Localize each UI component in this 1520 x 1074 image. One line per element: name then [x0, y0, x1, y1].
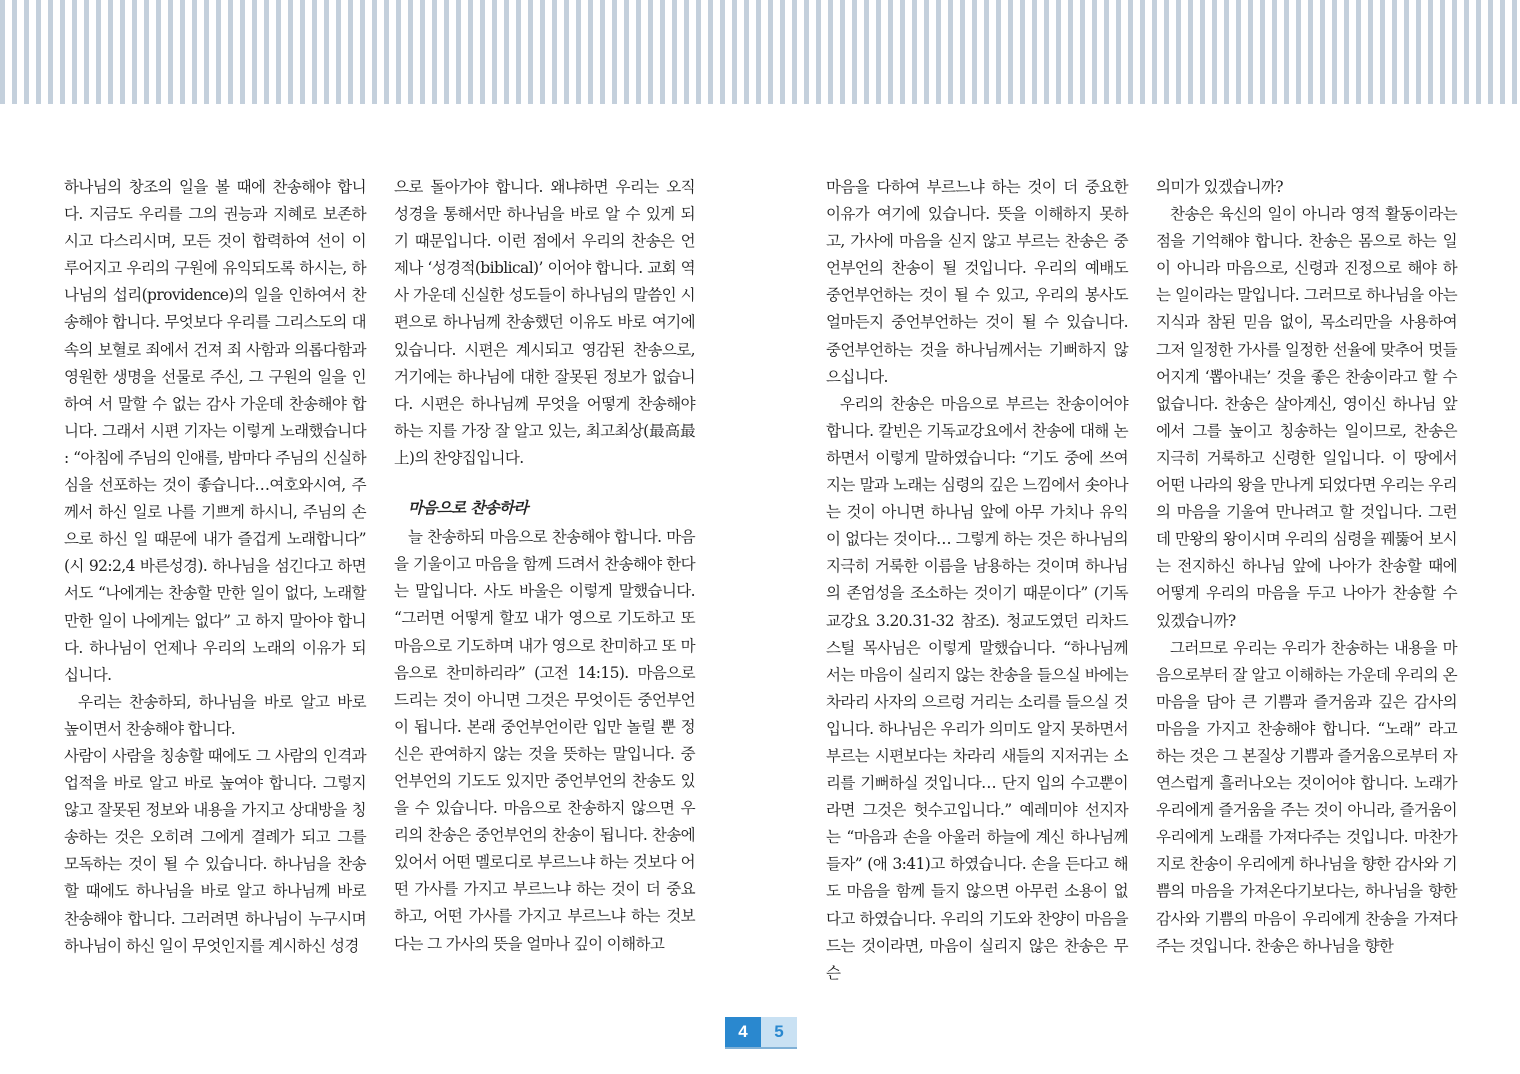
page-number-badge	[725, 1017, 797, 1049]
paragraph: 하나님의 창조의 일을 볼 때에 찬송해야 합니다. 지금도 우리를 그의 권능과 지혜로 보존하시고 다스리시며, 모든 것이 합력하여 선이 이루어지고 우리의 구원에 유익되도록 하시는, 하나님의 섭리(providence)의 일을 인하여서 찬송해야 합니다. 무엇보다 우리를 그리스도의 대속의 보혈로 죄에서 건져 죄 사함과 의롭다함과 영원한 생명을 선물로 주신, 그 구원의 일을 인하여 서 말할 수 없는 감사 가운데 찬송해야 합니다. 그래서 시편 기자는 이렇게 노래했습니다 : “아침에 주님의 인애를, 밤마다 주님의 신실하심을 선포하는 것이 좋습니다…여호와시여, 주께서 하신 일로 나를 기쁘게 하시니, 주님의 손으로 하신 일 때문에 내가 즐겁게 노래합니다” (시 92:2,4 바른성경). 하나님을 섬긴다고 하면서도 “나에게는 찬송할 만한 일이 없다, 노래할 만한 일이 나에게는 없다” 고 하지 말아야 합니다. 하나님이 언제나 우리의 노래의 이유가 되십니다.	[64, 178, 366, 684]
text-column-4	[1156, 174, 1457, 960]
section-heading: 마음으로 찬송하라	[408, 498, 528, 518]
paragraph: 마음을 다하여 부르느냐 하는 것이 더 중요한 이유가 여기에 있습니다. 뜻을 이해하지 못하고, 가사에 마음을 싣지 않고 부르는 찬송은 중언부언의 찬송이 될 것입니다. 우리의 예배도 중언부언하는 것이 될 수 있고, 우리의 봉사도 얼마든지 중언부언하는 것이 될 수 있습니다. 중언부언하는 것을 하나님께서는 기뻐하지 않으십니다.	[826, 178, 1128, 386]
text-column-2	[394, 174, 695, 958]
paragraph: 사람이 사람을 칭송할 때에도 그 사람의 인격과 업적을 바로 알고 바로 높여야 합니다. 그렇지 않고 잘못된 정보와 내용을 가지고 상대방을 칭송하는 것은 오히려 그에게 결례가 되고 그를 모독하는 것이 될 수 있습니다. 하나님을 찬송할 때에도 하나님을 바로 알고 하나님께 바로 찬송해야 합니다. 그러려면 하나님이 누구시며 하나님이 하신 일이 무엇인지를 계시하신 성경	[64, 746, 366, 955]
paragraph: 그러므로 우리는 우리가 찬송하는 내용을 마음으로부터 잘 알고 이해하는 가운데 우리의 온 마음을 담아 큰 기쁨과 즐거움과 깊은 감사의 마음을 가지고 찬송해야 합니다. “노래” 라고 하는 것은 그 본질상 기쁨과 즐거움으로부터 자연스럽게 흘러나오는 것이어야 합니다. 노래가 우리에게 즐거움을 주는 것이 아니라, 즐거움이 우리에게 노래를 가져다주는 것입니다. 마찬가지로 찬송이 우리에게 하나님을 향한 감사와 기쁨의 마음을 가져온다기보다는, 하나님을 향한 감사와 기쁨의 마음이 우리에게 찬송을 가져다주는 것입니다. 찬송은 하나님을 향한	[1156, 638, 1457, 955]
paragraph: 우리는 찬송하되, 하나님을 바로 알고 바로 높이면서 찬송해야 합니다.	[64, 692, 366, 738]
paragraph: 찬송은 육신의 일이 아니라 영적 활동이라는 점을 기억해야 합니다. 찬송은 몸으로 하는 일이 아니라 마음으로, 신령과 진정으로 해야 하는 일이라는 말입니다. 그러므로 하나님을 아는 지식과 참된 믿음 없이, 목소리만을 사용하여 그저 일정한 가사를 일정한 선율에 맞추어 멋들어지게 ‘뽑아내는’ 것을 좋은 찬송이라고 할 수 없습니다. 찬송은 살아계신, 영이신 하나님 앞에서 그를 높이고 칭송하는 일이므로, 찬송은 지극히 거룩하고 신령한 일입니다. 이 땅에서 어떤 나라의 왕을 만나게 되었다면 우리는 우리의 마음을 기울여 만나려고 할 것입니다. 그런데 만왕의 왕이시며 우리의 심령을 꿰뚫어 보시는 전지하신 하나님 앞에 나아가 찬송할 때에 어떻게 우리의 마음을 두고 나아가 찬송할 수 있겠습니까?	[1156, 205, 1457, 630]
page-number-left: 4	[725, 1017, 761, 1047]
paragraph: 늘 찬송하되 마음으로 찬송해야 합니다. 마음을 기울이고 마음을 함께 드려서 찬송해야 한다는 말입니다. 사도 바울은 이렇게 말했습니다. “그러면 어떻게 할꼬 내가 영으로 기도하고 또 마음으로 기도하며 내가 영으로 찬미하고 또 마음으로 찬미하리라” (고전 14:15). 마음으로 드리는 것이 아니면 그것은 무엇이든 중언부언이 됩니다. 본래 중언부언이란 입만 놀릴 뿐 정신은 관여하지 않는 것을 뜻하는 말입니다. 중언부언의 기도도 있지만 중언부언의 찬송도 있을 수 있습니다. 마음으로 찬송하지 않으면 우리의 찬송은 중언부언의 찬송이 됩니다. 찬송에 있어서 어떤 멜로디로 부르느냐 하는 것보다 어떤 가사를 가지고 부르느냐 하는 것이 더 중요하고, 어떤 가사를 가지고 부르느냐 하는 것보다는 그 가사의 뜻을 얼마나 깊이 이해하고	[394, 528, 695, 953]
paragraph: 우리의 찬송은 마음으로 부르는 찬송이어야 합니다. 칼빈은 기독교강요에서 찬송에 대해 논하면서 이렇게 말하였습니다: “기도 중에 쓰여지는 말과 노래는 심령의 깊은 느낌에서 솟아나는 것이 아니면 하나님 앞에 아무 가치나 유익이 없다는 것이다… 그렇게 하는 것은 하나님의 지극히 거룩한 이름을 남용하는 것이며 하나님의 존엄성을 조소하는 것이기 때문이다” (기독교강요 3.20.31-32 참조). 청교도였던 리차드 스틸 목사님은 이렇게 말했습니다. “하나님께서는 마음이 실리지 않는 찬송을 들으실 바에는 차라리 사자의 으르렁 거리는 소리를 들으실 것입니다. 하나님은 우리가 의미도 알지 못하면서 부르는 시편보다는 차라리 새들의 지저귀는 소리를 기뻐하실 것입니다… 단지 입의 수고뿐이라면 그것은 헛수고입니다.” 예레미야 선지자는 “마음과 손을 아울러 하늘에 계신 하나님께 들자” (애 3:41)고 하였습니다. 손을 든다고 해도 마음을 함께 들지 않으면 아무런 소용이 없다고 하였습니다. 우리의 기도와 찬양이 마음을 드는 것이라면, 마음이 실리지 않은 찬송은 무슨	[826, 394, 1128, 982]
paragraph: 으로 돌아가야 합니다. 왜냐하면 우리는 오직 성경을 통해서만 하나님을 바로 알 수 있게 되기 때문입니다. 이런 점에서 우리의 찬송은 언제나 ‘성경적(biblical)’ 이어야 합니다. 교회 역사 가운데 신실한 성도들이 하나님의 말씀인 시편으로 하나님께 찬송했던 이유도 바로 여기에 있습니다. 시편은 계시되고 영감된 찬송으로, 거기에는 하나님에 대한 잘못된 정보가 없습니다. 시편은 하나님께 무엇을 어떻게 찬송해야 하는 지를 가장 잘 알고 있는, 최고최상(最高最上)의 찬양집입니다.	[394, 178, 695, 467]
text-column-1	[64, 174, 366, 960]
text-column-3	[826, 174, 1128, 987]
paragraph: 의미가 있겠습니까?	[1156, 178, 1284, 196]
page-number-right: 5	[761, 1017, 797, 1047]
header-stripe-band	[0, 0, 1520, 104]
